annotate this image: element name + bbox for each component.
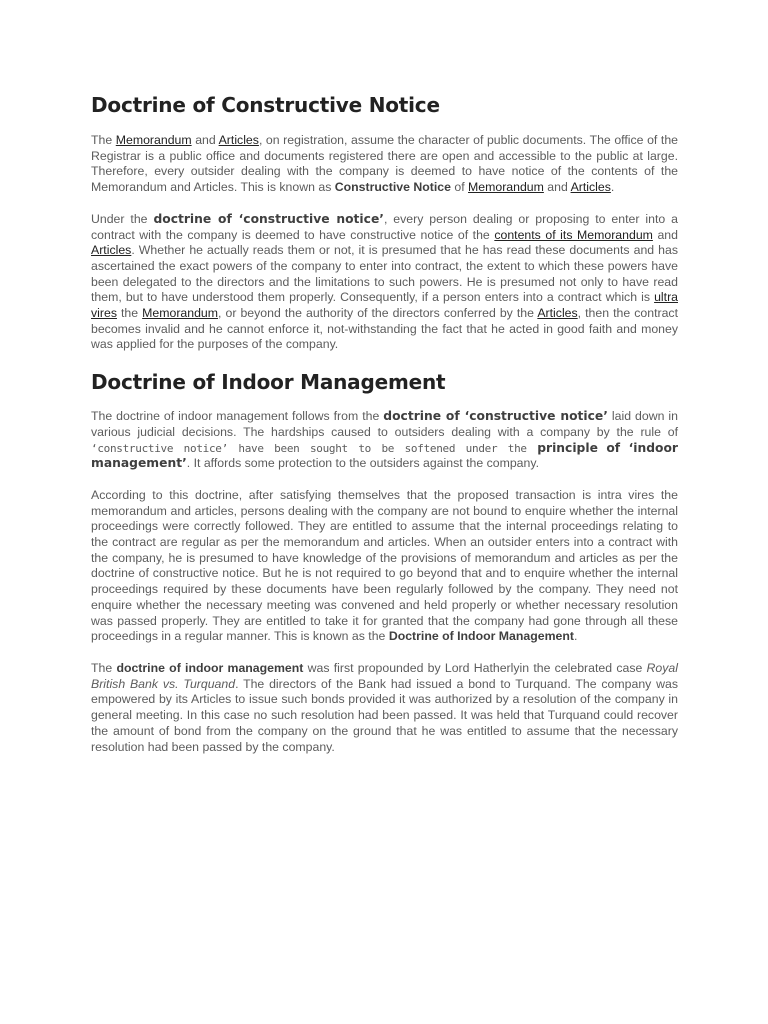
- text: Under the: [91, 211, 154, 226]
- link-memorandum[interactable]: Memorandum: [142, 306, 219, 321]
- text: According to this doctrine, after satisfying themselves that the proposed transaction is intra vires the memorandum and articles, persons dealing with the company are not bound to enquire whether the internal proceedings were correctly followed. They are entitled to assume that the internal proceedings relating to the contract are regular as per the memorandum and articles. When an outsider enters into a contract with the company, he is presumed to have knowledge of the provisions of memorandum and articles as per the doctrine of constructive notice. But he is not required to go beyond that and to enquire whether the internal proceedings required by these documents have been regularly followed by the company. They need not enquire whether the necessary meeting was convened and held properly or whether necessary resolution was passed properly. They are entitled to take it for granted that the company had gone through all these proceedings in a regular manner. This is known as the: [91, 487, 678, 644]
- text: , on registration, assume the character of public documents. The office of the Registrar is a public office and documents registered there are open and accessible to the public at large. Therefore, every outsider dealing with the company is deemed to have notice of the contents of the Memorandum and Articles. This is known as: [91, 133, 678, 195]
- paragraph-indoor-management-3: [91, 661, 678, 755]
- link-articles[interactable]: Articles: [91, 243, 132, 258]
- text: .: [610, 180, 615, 195]
- text: . It affords some protection to the outsiders against the company.: [186, 456, 540, 471]
- text: , then the contract becomes invalid and he cannot enforce it, not-withstanding the fact that he acted in good faith and money was applied for the purposes of the company.: [91, 306, 678, 352]
- text: was first propounded by Lord Hatherlyin the celebrated case: [303, 660, 647, 675]
- paragraph-indoor-management-1: [91, 409, 678, 472]
- text: the: [116, 306, 143, 321]
- bold-doctrine-indoor-management: Doctrine of Indoor Management: [388, 629, 574, 644]
- text: and: [543, 180, 571, 195]
- link-contents-memorandum[interactable]: contents of its Memorandum: [494, 227, 653, 242]
- bold-constructive-notice: Constructive Notice: [334, 180, 451, 195]
- link-articles[interactable]: Articles: [537, 306, 578, 321]
- text: . The directors of the Bank had issued a bond to Turquand. The company was empowered by its Articles to issue such bonds provided it was authorized by a resolution of the company in general meeting. In this case no such resolution had been passed. It was held that Turquand could recover the amount of bond from the company on the ground that he was entitled to assume that the necessary resolution had been passed by the company.: [91, 676, 678, 754]
- paragraph-constructive-notice-2: [91, 212, 678, 353]
- text: and: [191, 133, 219, 147]
- link-memorandum[interactable]: Memorandum: [468, 180, 544, 195]
- link-articles[interactable]: Articles: [218, 133, 259, 147]
- heading-constructive-notice: Doctrine of Constructive Notice: [91, 93, 440, 117]
- text: . Whether he actually reads them or not, it is presumed that he has read these documents and has ascertained the exact powers of the company to enter into contract, the extent to which these powers have been delegated to the directors and the limitations to such powers. He is presumed not only to have read them, but to have understood them properly. Consequently, if a person enters into a contract which is: [91, 243, 678, 305]
- text: The: [91, 133, 116, 147]
- italic-case-name: Royal British Bank vs. Turquand: [91, 660, 678, 691]
- bold-doctrine-constructive-notice: doctrine of ‘constructive notice’: [153, 211, 384, 226]
- bold-principle-indoor-management: principle of ‘indoor management’: [91, 440, 678, 471]
- text: The: [91, 660, 117, 675]
- paragraph-indoor-management-2: [91, 488, 678, 645]
- text: .: [573, 629, 578, 644]
- bold-doctrine-constructive-notice: doctrine of ‘constructive notice’: [383, 409, 608, 424]
- text: laid down in various judicial decisions. The hardships caused to outsiders dealing with a company by the rule of: [91, 409, 678, 439]
- link-ultra-vires[interactable]: ultra vires: [91, 290, 678, 321]
- heading-indoor-management: Doctrine of Indoor Management: [91, 370, 446, 395]
- text: , or beyond the authority of the directors conferred by the: [218, 306, 538, 321]
- link-memorandum[interactable]: Memorandum: [115, 133, 192, 147]
- link-articles[interactable]: Articles: [570, 180, 611, 195]
- text: of: [450, 180, 469, 195]
- bold-doctrine-indoor-management: doctrine of indoor management: [116, 660, 304, 675]
- text: , every person dealing or proposing to enter into a contract with the company is deemed to have constructive notice of the: [91, 211, 678, 242]
- text: The doctrine of indoor management follows from the: [91, 409, 384, 424]
- text-narrow: ‘constructive notice’ have been sought to be softened under the: [91, 441, 538, 455]
- paragraph-constructive-notice-1: [91, 133, 678, 196]
- text: and: [652, 227, 678, 242]
